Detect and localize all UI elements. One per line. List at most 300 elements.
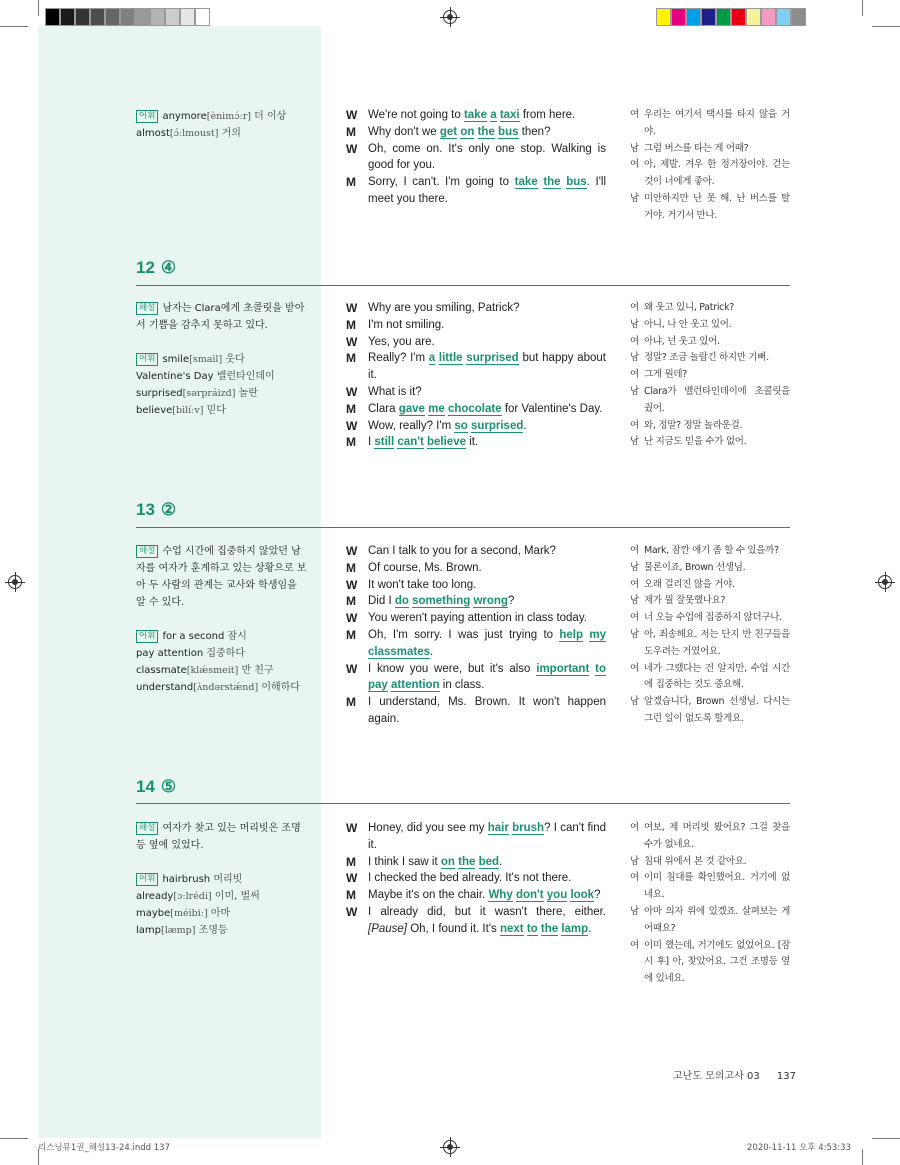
translation-text: 이미 침대를 확인했어요. 거기에 없네요. [644, 872, 790, 901]
answer-blank: still [374, 436, 395, 449]
answer-blank: pay [368, 679, 388, 692]
answer-blank: chocolate [447, 402, 502, 415]
speaker-label: M [346, 627, 356, 642]
color-swatch [75, 8, 90, 26]
vocab-pronunciation: [sərpráizd] [182, 388, 236, 399]
translation-text: 아, 죄송해요. 저는 단지 반 친구들을 도우려는 거였어요. [644, 628, 790, 657]
speaker-label: M [346, 124, 356, 139]
vocab-word: lamp [136, 925, 161, 936]
answer-blank: on [460, 125, 475, 138]
speaker-label: 남 [630, 595, 640, 607]
note-tag: 어휘 [136, 630, 158, 643]
answer-blank: help [559, 628, 584, 641]
question-12-heading [136, 258, 176, 278]
translation-line [630, 300, 790, 317]
translation-line [630, 560, 790, 577]
speaker-label: W [346, 141, 358, 156]
dialog-line [346, 107, 606, 124]
q13-dialog [346, 543, 606, 728]
vocab-word: hairbrush [162, 874, 211, 885]
vocab-pronunciation: [læmp] [161, 925, 196, 936]
answer-blank: attention [391, 679, 440, 692]
speaker-label: M [346, 317, 356, 332]
vocab-word: surprised [136, 388, 183, 399]
answer-blank: on [440, 855, 455, 868]
answer-blank: wrong [473, 595, 508, 608]
vocab-entry [136, 662, 308, 679]
answer-blank: bed [478, 855, 500, 868]
q13-translation [630, 543, 790, 728]
question-number: 13 [136, 500, 155, 519]
answer-blank: classmates [368, 645, 431, 658]
speaker-label: 여 [630, 369, 640, 381]
translation-text: 그럼 버스를 타는 게 어때? [644, 142, 749, 154]
translation-text: 여보, 제 머리빗 봤어요? 그걸 찾을 수가 없네요. [644, 822, 790, 850]
question-answer: ⑤ [160, 777, 177, 796]
dialog-text: Of course, Ms. Brown. [368, 561, 482, 574]
dialog-line [346, 820, 606, 854]
vocab-pronunciation: [ʌ̀ndərstǽnd] [193, 682, 259, 693]
answer-blank: brush [512, 822, 545, 834]
q12-translation [630, 300, 790, 451]
translation-line [630, 904, 790, 938]
speaker-label: 여 [630, 612, 640, 624]
dialog-text: I think I saw it on the bed. [368, 855, 503, 868]
dialog-line [346, 334, 606, 351]
dialog-line [346, 661, 606, 695]
question-answer: ④ [160, 258, 177, 277]
vocab-entry [136, 922, 308, 939]
translation-line [630, 820, 790, 854]
vocab-meaning: 조명등 [195, 925, 228, 936]
answer-blank: next [499, 922, 524, 935]
speaker-label: W [346, 611, 358, 626]
vocab-meaning: 이미, 벌써 [211, 891, 260, 902]
vocab-meaning: 머리빗 [210, 874, 243, 885]
dialog-text: I understand, Ms. Brown. It won't happen again. [368, 696, 606, 725]
top-translation [630, 107, 790, 225]
note-text: 수업 시간에 집중하지 않았던 남자를 여자가 훈계하고 있는 상황으로 보아 두 사람의 관계는 교사와 학생임을 알 수 있다. [136, 546, 307, 608]
dialog-line [346, 627, 606, 661]
spacer [136, 854, 308, 871]
dialog-text: Wow, really? I'm so surprised. [368, 419, 527, 432]
spacer [136, 334, 308, 351]
speaker-label: W [346, 108, 358, 122]
vocab-meaning: 믿다 [203, 405, 226, 416]
vocab-word: maybe [136, 908, 171, 919]
speaker-label: 여 [630, 939, 640, 951]
speaker-label: 남 [630, 905, 640, 917]
dialog-text: I'm not smiling. [368, 318, 445, 331]
speaker-label: W [346, 577, 358, 592]
translation-text: 침대 위에서 본 것 같아요. [644, 855, 747, 867]
crop-mark [872, 26, 900, 27]
translation-line [630, 938, 790, 988]
answer-blank: taxi [499, 109, 520, 121]
answer-blank: don't [515, 889, 544, 902]
speaker-label: M [346, 560, 356, 575]
dialog-text: Clara gave me chocolate for Valentine's Day. [368, 402, 603, 415]
vocab-entry [136, 905, 308, 922]
spacer [136, 611, 308, 628]
question-number: 14 [136, 777, 155, 796]
color-swatch [761, 8, 776, 26]
translation-text: 그게 뭔데? [644, 369, 687, 381]
vocab-meaning: 반 친구 [238, 665, 274, 676]
answer-blank: take [463, 109, 487, 121]
vocab-meaning: 밸런타인데이 [213, 371, 275, 382]
top-dialog [346, 107, 606, 208]
speaker-label: 여 [630, 335, 640, 347]
answer-blank: me [428, 402, 445, 415]
registration-mark-icon [443, 1140, 457, 1154]
answer-blank: the [540, 922, 559, 935]
color-swatch [180, 8, 195, 26]
translation-text: 너 오늘 수업에 집중하지 않더구나. [644, 612, 782, 624]
speaker-label: 남 [630, 696, 640, 708]
answer-blank: believe [427, 436, 466, 449]
speaker-label: W [346, 661, 358, 676]
dialog-text: You weren't paying attention in class today. [368, 612, 587, 625]
vocab-pronunciation: [ɔ́ːlmoust] [169, 128, 219, 139]
vocab-entry [136, 125, 308, 142]
speaker-label: W [346, 334, 358, 349]
color-swatch [791, 8, 806, 26]
vocab-meaning: 거의 [218, 128, 241, 139]
answer-blank: to [526, 922, 538, 935]
translation-text: 아니, 나 안 웃고 있어. [644, 318, 732, 330]
translation-line [630, 543, 790, 560]
slug-date: 2020-11-11 오후 4:53:33 [747, 1143, 851, 1153]
translation-text: 난 지금도 믿을 수가 없어. [644, 436, 747, 448]
color-swatch [701, 8, 716, 26]
translation-line [630, 418, 790, 435]
dialog-line [346, 350, 606, 384]
translation-text: Clara가 밸런타인데이에 초콜릿을 줬어. [644, 385, 790, 414]
speaker-label: 여 [630, 109, 640, 120]
color-swatch [716, 8, 731, 26]
vocab-meaning: 집중하다 [203, 648, 246, 659]
speaker-label: 여 [630, 662, 640, 674]
speaker-label: 남 [630, 352, 640, 364]
section-divider [136, 285, 790, 286]
dialog-line [346, 174, 606, 208]
translation-line [630, 854, 790, 871]
q14-dialog [346, 820, 606, 938]
vocab-word: understand [136, 682, 194, 693]
crop-mark [0, 1138, 28, 1139]
translation-text: 미안하지만 난 못 해. 난 버스를 탈 거야. 거기서 만나. [644, 192, 790, 221]
color-swatch [120, 8, 135, 26]
vocab-meaning: 이해하다 [258, 682, 301, 693]
explanation-note [136, 543, 308, 611]
vocab-entry [136, 368, 308, 385]
vocab-pronunciation: [ènimɔ́ːr] [206, 111, 251, 122]
translation-line [630, 367, 790, 384]
vocab-entry [136, 385, 308, 402]
vocab-entry [136, 871, 308, 888]
q14-notes [136, 820, 308, 939]
vocab-entry [136, 888, 308, 905]
answer-blank: hair [487, 822, 509, 834]
note-tag: 해설 [136, 822, 158, 835]
translation-line [630, 107, 790, 141]
speaker-label: 남 [630, 142, 640, 154]
vocab-entry [136, 679, 308, 696]
color-swatch [105, 8, 120, 26]
dialog-text: Sorry, I can't. I'm going to take the bus. I'll meet you there. [368, 176, 607, 205]
vocab-word: smile [162, 354, 190, 365]
translation-line [630, 350, 790, 367]
translation-line [630, 157, 790, 191]
answer-blank: Why [488, 889, 513, 902]
crop-mark [0, 26, 28, 27]
question-14-heading [136, 777, 176, 797]
speaker-label: W [346, 301, 358, 315]
dialog-text: Can I talk to you for a second, Mark? [368, 545, 556, 557]
translation-text: 오래 걸리진 않을 거야. [644, 578, 735, 590]
dialog-text: Oh, come on. It's only one stop. Walking is good for you. [368, 142, 606, 172]
vocab-word: already [136, 891, 174, 902]
vocab-entry [136, 108, 308, 125]
note-tag: 어휘 [136, 110, 158, 123]
registration-mark-icon [443, 10, 457, 24]
translation-text: 정말? 조금 놀랍긴 하지만 기뻐. [644, 352, 769, 364]
dialog-text: Did I do something wrong? [368, 595, 515, 608]
q14-translation [630, 820, 790, 988]
dialog-line [346, 141, 606, 175]
dialog-text: Maybe it's on the chair. Why don't you look? [368, 889, 601, 902]
translation-line [630, 434, 790, 451]
question-number: 12 [136, 258, 155, 277]
dialog-line [346, 904, 606, 938]
speaker-label: 남 [630, 192, 640, 204]
speaker-label: M [346, 594, 356, 609]
speaker-label: 여 [630, 545, 640, 556]
vocab-entry [136, 402, 308, 419]
color-swatch [731, 8, 746, 26]
note-text: 여자가 찾고 있는 머리빗은 조명등 옆에 있었다. [136, 823, 301, 851]
q12-notes [136, 300, 308, 419]
vocab-meaning: 아마 [207, 908, 231, 919]
dialog-line [346, 401, 606, 418]
speaker-label: M [346, 351, 356, 366]
note-tag: 어휘 [136, 353, 158, 366]
dialog-text: I know you were, but it's also important to pay attention in class. [368, 662, 606, 692]
registration-mark-icon [878, 575, 892, 589]
answer-blank: lamp [561, 922, 589, 935]
dialog-text: Why are you smiling, Patrick? [368, 302, 520, 314]
answer-blank: a [428, 352, 436, 365]
vocab-pronunciation: [méibiː] [170, 908, 208, 919]
color-swatch [90, 8, 105, 26]
speaker-label: M [346, 854, 356, 869]
dialog-text: It won't take too long. [368, 578, 477, 591]
answer-blank: important [536, 662, 590, 675]
dialog-text: Really? I'm a little surprised but happy about it. [368, 352, 606, 382]
speaker-label: M [346, 435, 356, 450]
speaker-label: W [346, 904, 358, 919]
speaker-label: M [346, 888, 356, 903]
color-swatch [165, 8, 180, 26]
color-swatch [686, 8, 701, 26]
translation-text: 왜 웃고 있니, Patrick? [644, 302, 735, 313]
vocab-word: Valentine's Day [136, 371, 214, 382]
vocab-word: anymore [162, 111, 207, 122]
vocab-meaning: 놀란 [235, 388, 258, 399]
answer-blank: gave [398, 402, 425, 415]
dialog-text: Oh, I'm sorry. I was just trying to help my classmates. [368, 628, 606, 658]
answer-blank: a [490, 109, 497, 121]
dialog-line [346, 384, 606, 401]
color-swatch [746, 8, 761, 26]
translation-line [630, 191, 790, 225]
translation-line [630, 384, 790, 418]
speaker-label: 남 [630, 628, 640, 640]
speaker-label: W [346, 544, 358, 558]
speaker-label: 여 [630, 419, 640, 431]
speaker-label: 남 [630, 436, 640, 448]
section-divider [136, 803, 790, 804]
explanation-note [136, 300, 308, 334]
answer-blank: my [589, 628, 606, 641]
dialog-line [346, 300, 606, 317]
answer-blank: look [570, 889, 595, 902]
dialog-line [346, 854, 606, 871]
vocab-word: almost [136, 128, 170, 139]
crop-mark [862, 0, 863, 16]
page-number: 137 [776, 1071, 796, 1082]
note-tag: 해설 [136, 302, 158, 315]
note-tag: 해설 [136, 545, 158, 558]
vocab-word: classmate [136, 665, 187, 676]
speaker-label: 여 [630, 822, 640, 833]
translation-line [630, 610, 790, 627]
translation-text: 아냐, 넌 웃고 있어. [644, 335, 720, 347]
speaker-label: 여 [630, 159, 640, 171]
translation-line [630, 141, 790, 158]
translation-text: 물론이죠, Brown 선생님. [644, 561, 746, 573]
dialog-line [346, 870, 606, 887]
dialog-text: Why don't we get on the bus then? [368, 125, 551, 138]
dialog-text: Honey, did you see my hair brush? I can't find it. [368, 822, 606, 851]
vocab-pronunciation: [smail] [189, 354, 223, 365]
speaker-label: 남 [630, 561, 640, 573]
dialog-line [346, 887, 606, 904]
answer-blank: bus [498, 125, 519, 138]
answer-blank: take [514, 176, 538, 189]
vocab-entry [136, 645, 308, 662]
dialog-line [346, 317, 606, 334]
dialog-text: We're not going to take a taxi from here. [368, 109, 576, 121]
translation-line [630, 627, 790, 661]
crop-mark [38, 0, 39, 16]
color-swatch [60, 8, 75, 26]
speaker-label: M [346, 175, 356, 190]
translation-line [630, 577, 790, 594]
q13-notes [136, 543, 308, 696]
dialog-line [346, 694, 606, 728]
translation-text: 아마 의자 위에 있겠죠. 살펴보는 게 어때요? [644, 905, 790, 934]
answer-blank: the [543, 176, 561, 189]
color-swatch [656, 8, 671, 26]
translation-line [630, 661, 790, 695]
slug-filename: 리스닝뮤1권_해설13-24.indd 137 [38, 1143, 171, 1153]
speaker-label: 남 [630, 855, 640, 867]
vocab-pronunciation: [ɔːlrédi] [173, 891, 212, 902]
vocab-entry [136, 351, 308, 368]
dialog-line [346, 434, 606, 451]
speaker-label: W [346, 418, 358, 433]
translation-line [630, 334, 790, 351]
dialog-line [346, 124, 606, 141]
vocab-meaning: 웃다 [222, 354, 245, 365]
answer-blank: something [412, 595, 471, 608]
color-swatch [45, 8, 60, 26]
dialog-line [346, 593, 606, 610]
registration-mark-icon [8, 575, 22, 589]
speaker-label: 여 [630, 872, 640, 884]
answer-blank: bus [566, 176, 587, 189]
answer-blank: get [439, 125, 458, 138]
translation-line [630, 317, 790, 334]
vocab-meaning: 더 이상 [251, 111, 287, 122]
gray-color-bar [45, 8, 210, 26]
color-swatch [776, 8, 791, 26]
crop-mark [872, 1138, 900, 1139]
speaker-label: 여 [630, 578, 640, 590]
translation-text: 아, 제발. 겨우 한 정거장이야. 걷는 것이 너에게 좋아. [644, 159, 790, 188]
answer-blank: the [458, 855, 476, 868]
vocab-word: for a second [162, 631, 225, 642]
top-vocab-notes [136, 108, 308, 142]
stage-direction: [Pause] [368, 922, 407, 935]
q12-dialog [346, 300, 606, 451]
question-answer: ② [160, 500, 177, 519]
speaker-label: 남 [630, 318, 640, 330]
book-title: 고난도 모의고사 03 [673, 1071, 760, 1082]
speaker-label: W [346, 821, 358, 835]
dialog-text: I checked the bed already. It's not there. [368, 872, 572, 885]
translation-text: 네가 그랬다는 건 알지만, 수업 시간에 집중하는 것도 중요해. [644, 662, 790, 691]
dialog-line [346, 418, 606, 435]
speaker-label: 남 [630, 385, 640, 397]
color-swatch [150, 8, 165, 26]
dialog-text: What is it? [368, 385, 422, 398]
vocab-word: pay attention [136, 648, 204, 659]
answer-blank: the [477, 125, 495, 138]
speaker-label: W [346, 384, 358, 399]
translation-line [630, 870, 790, 904]
translation-line [630, 593, 790, 610]
crop-mark [862, 1149, 863, 1165]
answer-blank: surprised [466, 352, 519, 365]
dialog-line [346, 577, 606, 594]
translation-line [630, 694, 790, 728]
answer-blank: can't [397, 436, 424, 449]
vocab-pronunciation: [klǽsmeit] [186, 665, 239, 676]
speaker-label: M [346, 695, 356, 710]
speaker-label: W [346, 871, 358, 886]
vocab-pronunciation: [bilíːv] [172, 405, 204, 416]
speaker-label: M [346, 401, 356, 416]
vocab-word: believe [136, 405, 173, 416]
translation-text: 알겠습니다, Brown 선생님. 다시는 그런 일이 없도록 할게요. [644, 696, 790, 724]
note-tag: 어휘 [136, 873, 158, 886]
translation-text: 이미 했는데, 거기에도 없었어요. [잠시 후] 아, 찾았어요. 그건 조명등 옆에 있네요. [644, 939, 790, 985]
translation-text: 제가 뭘 잘못했나요? [644, 595, 726, 607]
explanation-note [136, 820, 308, 854]
